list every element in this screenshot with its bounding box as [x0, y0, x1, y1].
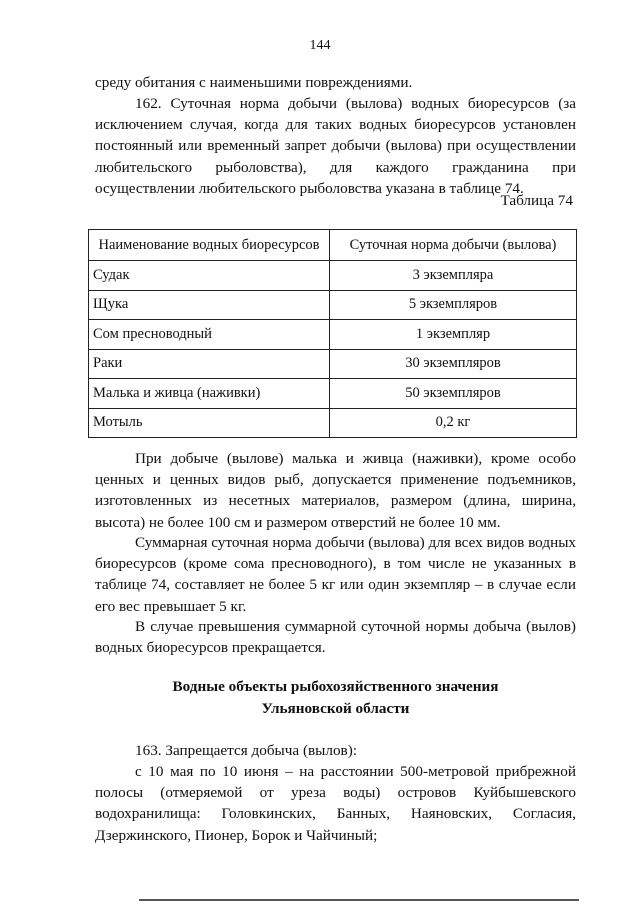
species-cell: Мотыль	[89, 408, 330, 438]
section-heading-line-1: Водные объекты рыбохозяйственного значения	[172, 678, 499, 695]
paragraph-162: 162. Суточная норма добычи (вылова) водных биоресурсов (за исключением случая, когда для таких водных биоресурсов установлен постоянный или временный запрет добычи (вылова) при осуществлении любительского рыболовства), для каждого гражданина при осуществлении любительского рыболовства указана в таблице 74.	[95, 95, 576, 197]
species-cell: Судак	[89, 261, 330, 291]
species-cell: Щука	[89, 290, 330, 320]
norm-cell: 50 экземпляров	[330, 379, 577, 409]
species-cell: Сом пресноводный	[89, 320, 330, 350]
paragraph-total-norm: Суммарная суточная норма добычи (вылова) для всех видов водных биоресурсов (кроме сома пресноводного), в том числе не указанных в таблице 74, составляет не более 5 кг или один экземпляр – в случае если его вес превышает 5 кг.	[95, 534, 576, 615]
table-row	[89, 349, 577, 379]
scan-bottom-edge	[139, 899, 579, 901]
table-row	[89, 290, 577, 320]
norm-cell: 0,2 кг	[330, 408, 577, 438]
norm-cell: 1 экземпляр	[330, 320, 577, 350]
species-cell: Малька и живца (наживки)	[89, 379, 330, 409]
header-species: Наименование водных биоресурсов	[89, 230, 330, 261]
table-caption: Таблица 74	[500, 192, 573, 209]
norm-cell: 3 экземпляра	[330, 261, 577, 291]
paragraph-bait-lifts: При добыче (вылове) малька и живца (наживки), кроме особо ценных и ценных видов рыб, допускается применение подъемников, изготовленных из несетных материалов, размером (длина, ширина, высота) не более 100 см и размером отверстий не более 10 мм.	[95, 450, 576, 531]
header-daily-norm: Суточная норма добычи (вылова)	[330, 230, 577, 261]
table-row	[89, 408, 577, 438]
paragraph-163: 163. Запрещается добыча (вылов):	[135, 742, 357, 759]
norm-cell: 30 экземпляров	[330, 349, 577, 379]
table-header-row	[89, 230, 577, 261]
section-heading-line-2: Ульяновской области	[261, 700, 410, 717]
intro-paragraph: среду обитания с наименьшими повреждениями.	[95, 74, 413, 91]
paragraph-exceed: В случае превышения суммарной суточной нормы добыча (вылов) водных биоресурсов прекращается.	[95, 618, 576, 657]
table-row	[89, 379, 577, 409]
norm-cell: 5 экземпляров	[330, 290, 577, 320]
table-row	[89, 320, 577, 350]
table-row	[89, 261, 577, 291]
catch-norms-table	[88, 229, 577, 438]
paragraph-163-item: с 10 мая по 10 июня – на расстоянии 500-метровой прибрежной полосы (отмеряемой от уреза воды) островов Куйбышевского водохранилища: Головкинских, Банных, Наяновских, Согласия, Дзержинского, Пионер, Борок и Чайчиный;	[95, 763, 576, 844]
species-cell: Раки	[89, 349, 330, 379]
page-number: 144	[309, 38, 331, 53]
section-heading	[95, 676, 576, 720]
